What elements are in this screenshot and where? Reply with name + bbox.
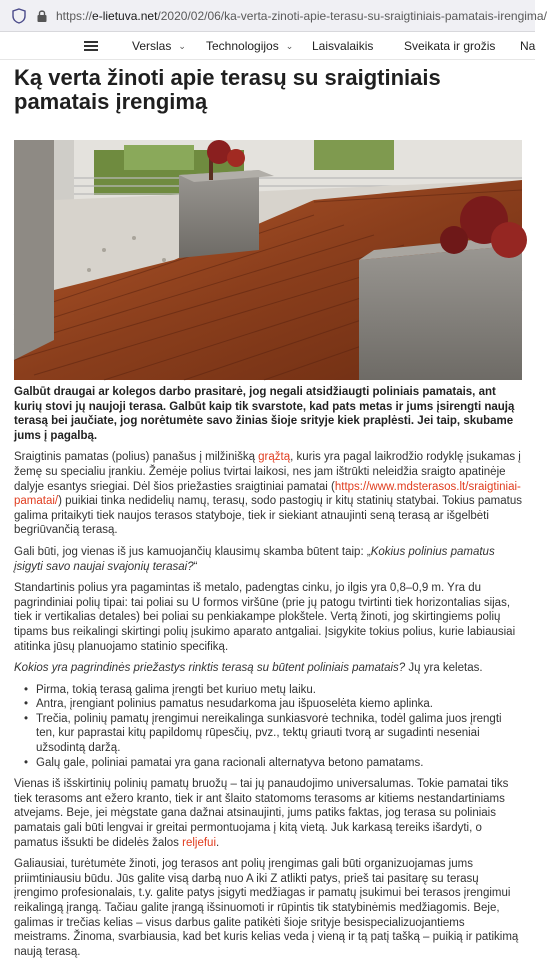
list-item: • Antra, įrengiant polinius pamatus nesudarkoma jau išpuoselėta kiemo aplinka. — [36, 697, 522, 712]
url-path: /2020/02/06/ka-verta-zinoti-apie-terasu-su-sraigtiniais-pamatais-irengima/ — [157, 8, 547, 23]
url-prefix: https:// — [56, 8, 93, 23]
paragraph-1: Sraigtinis pamatas (polius) panašus į milžinišką grąžtą, kuris yra pagal laikrodžio rodyklę įsukamas į žemę su specialiu įrankiu. Žemėje polius tvirtai laikosi, nes jam ištrūkti neleidžia sraigto apatinėje dalyje esantys sriegiai. Dėl šios priežasties sraigtiniai pamatai (https://www.mdsterasos.lt/sraigtiniai-pamatai/) puikiai tinka nedidelių namų, terasų, sodo pastogių ir kitų statinių statybai. Tokius pamatus galima pritaikyti tiek naujos terasos statyboje, tiek ir siekiant atnaujinti seną terasą ar išgelbėti begriūvančią terasą. — [14, 451, 522, 537]
paragraph-5: Vienas iš išskirtinių polinių pamatų bruožų – tai jų panaudojimo universalumas. Tokie pamatai tiks tiek terasoms ant ežero kranto, tiek ir ant šlaito statomoms terasoms ar kitiems nestandartiniams atvejams. Beje, jei mėgstate gana dažnai atsinaujinti, jums patiks faktas, jog terasa su poliniais pamatais gali būti lengvai ir greitai permontuojama į kitą vietą. Juk karkasą tereiks išardyti, o pamatus išsukti be didelės žalos reljefui. — [14, 778, 509, 849]
nav-item-technologijos[interactable]: Technologijos ⌄ — [206, 39, 294, 53]
lock-icon[interactable] — [36, 9, 48, 23]
nav-item-truncated[interactable]: Na — [520, 39, 536, 53]
list-item: • Pirma, tokią terasą galima įrengti bet kuriuo metų laiku. — [36, 683, 522, 698]
tracking-shield-icon[interactable] — [12, 8, 26, 24]
list-item: • Trečia, polinių pamatų įrengimui nereikalinga sunkiasvorė technika, todėl galima juos įrengti ten, kur paprastai kitų papildomų rūpesčių, pvz., tektų griauti tvorą ar sugadinti neseniai užsodintą daržą. — [36, 712, 522, 756]
list-item: • Galų gale, poliniai pamatai yra gana racionali alternatyva betono pamatams. — [36, 756, 522, 771]
hero-image-terrace — [14, 140, 522, 380]
paragraph-3: Standartinis polius yra pagamintas iš metalo, padengtas cinku, jo ilgis yra 0,8–0,9 m. Yra du pagrindiniai polių tipai: tai poliai su U formos viršūne (prie jų patogu tvirtinti tiek horizontalias sijas, tiek ir vertikalias detales) bei poliai su penkiakampe plokštele. Vertą žinoti, jog skirtingiems polių tipams bus reikalingi skirtingi polių įsukimo aparato antgaliai. Įsigykite tokius polius, kurie labiausiai atitinka jūsų planuojamo statinio specifiką. — [14, 582, 516, 653]
paragraph-6: Galiausiai, turėtumėte žinoti, jog terasos ant polių įrengimas gali būti organizuojamas jums priimtiniausiu būdu. Jūs galite visą darbą nuo A iki Z atlikti patys, prieš tai pasitarę su terasų įrengimo profesionalais, t.y. galite patys įsigyti medžiagas ir pamatų įsukimui bei terasos įrengimui reikalingą įrangą. Tačiau galite įrangą išsinuomoti ir rūpintis tik statybinėmis medžiagomis. Beje, galimas ir trečias kelias – visus darbus galite patikėti šioje srityje besispecializuojantiems meistrams. Žinoma, svarbiausia, kad bet kuris kelias veda į vieną ir tą patį tašką – puikią ir patikimą naują terasą. — [14, 858, 519, 958]
link-grazta[interactable]: grąžtą — [258, 451, 291, 464]
reasons-list — [36, 683, 522, 771]
link-mdsterasos[interactable]: https://www.mdsterasos.lt/sraigtiniai-pamatai/ — [14, 480, 521, 508]
chevron-down-icon: ⌄ — [285, 41, 294, 51]
lead-paragraph: Galbūt draugai ar kolegos darbo prasitarė, jog negali atsidžiaugti poliniais pamatais, ant kurių stovi jų naujoji terasa. Galbūt kaip tik svarstote, kad pats metas ir jums įsirengti naują terasą bei jaučiate, jog norėtumėte savo žinias šioje srityje kiek praplėsti. Jei taip, skubame jums į pagalbą. — [14, 386, 515, 442]
article-title: Ką verta žinoti apie terasų su sraigtiniais pamatais įrengimą — [14, 65, 441, 114]
article-body — [14, 385, 522, 966]
url-text[interactable] — [56, 9, 547, 23]
nav-item-laisvalaikis[interactable]: Laisvalaikis — [312, 39, 374, 53]
link-reljefui[interactable]: reljefui — [182, 836, 217, 849]
browser-address-bar[interactable] — [0, 0, 547, 32]
paragraph-4: Kokios yra pagrindinės priežastys rinktis terasą su būtent poliniais pamatais? Jų yra keletas. — [14, 662, 483, 675]
nav-item-sveikata[interactable]: Sveikata ir grožis — [404, 39, 496, 53]
site-navigation — [0, 32, 535, 60]
chevron-down-icon: ⌄ — [178, 41, 186, 51]
url-host: e-lietuva.net — [92, 8, 158, 23]
nav-item-verslas[interactable]: Verslas ⌄ — [132, 39, 186, 53]
hamburger-menu-icon[interactable] — [84, 41, 98, 51]
paragraph-2: Gali būti, jog vienas iš jus kamuojančių klausimų skamba būtent taip: „Kokius polinius pamatus įsigyti savo naujai svajonių terasai?“ — [14, 545, 495, 573]
